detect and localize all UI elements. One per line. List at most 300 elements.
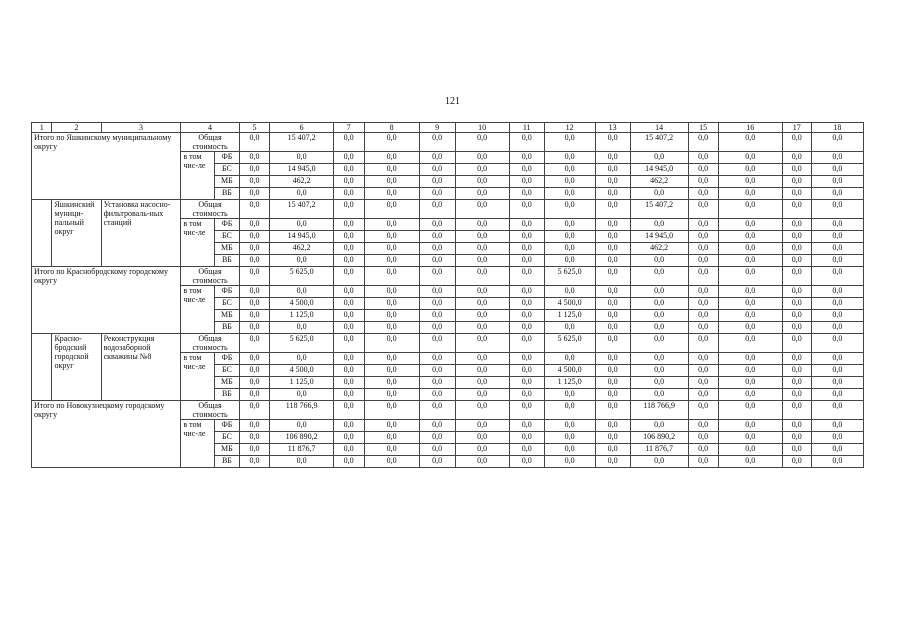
value-cell: 0,0 [718,176,782,188]
value-cell: 0,0 [509,420,544,432]
value-cell: 0,0 [333,389,364,401]
value-cell: 0,0 [364,353,419,365]
value-cell: 0,0 [270,322,333,334]
value-cell: 0,0 [782,432,811,444]
total-row [32,267,864,286]
funding-source-label: МБ [215,310,240,322]
column-number-cell: 18 [811,123,863,133]
value-cell: 0,0 [595,432,630,444]
value-cell: 0,0 [333,231,364,243]
value-cell: 0,0 [811,200,863,219]
value-cell: 0,0 [782,310,811,322]
total-row [32,133,864,152]
value-cell: 0,0 [544,231,595,243]
value-cell: 0,0 [595,377,630,389]
funding-source-label: ВБ [215,188,240,200]
value-cell: 0,0 [782,255,811,267]
column-number-cell: 12 [544,123,595,133]
value-cell: 0,0 [782,267,811,286]
value-cell: 0,0 [455,420,509,432]
funding-source-label: ФБ [215,353,240,365]
value-cell: 0,0 [595,420,630,432]
funding-source-label: БС [215,164,240,176]
value-cell: 0,0 [718,365,782,377]
value-cell: 0,0 [509,432,544,444]
value-cell: 0,0 [595,133,630,152]
value-cell: 0,0 [455,200,509,219]
value-cell: 0,0 [630,334,688,353]
including-label: в том чис-ле [181,152,215,200]
including-label: в том чис-ле [181,353,215,401]
value-cell: 0,0 [688,322,718,334]
value-cell: 0,0 [239,200,270,219]
value-cell: 0,0 [364,152,419,164]
column-number-cell: 10 [455,123,509,133]
value-cell: 0,0 [419,286,455,298]
value-cell: 0,0 [544,456,595,468]
value-cell: 0,0 [811,298,863,310]
value-cell: 0,0 [811,286,863,298]
value-cell: 4 500,0 [270,365,333,377]
value-cell: 0,0 [544,152,595,164]
column-number-cell: 5 [239,123,270,133]
column-number-row [32,123,864,133]
column-number-cell: 1 [32,123,52,133]
value-cell: 462,2 [630,243,688,255]
funding-source-label: МБ [215,377,240,389]
value-cell: 5 625,0 [270,267,333,286]
value-cell: 0,0 [239,255,270,267]
value-cell: 0,0 [782,133,811,152]
value-cell: 0,0 [239,389,270,401]
value-cell: 0,0 [333,456,364,468]
value-cell: 0,0 [688,456,718,468]
value-cell: 0,0 [419,188,455,200]
value-cell: 0,0 [333,420,364,432]
value-cell: 0,0 [509,377,544,389]
value-cell: 0,0 [509,334,544,353]
value-cell: 0,0 [239,164,270,176]
value-cell: 0,0 [333,298,364,310]
value-cell: 0,0 [811,310,863,322]
column-number-cell: 16 [718,123,782,133]
value-cell: 0,0 [718,334,782,353]
value-cell: 0,0 [509,298,544,310]
value-cell: 0,0 [455,243,509,255]
value-cell: 0,0 [782,231,811,243]
value-cell: 462,2 [270,243,333,255]
value-cell: 0,0 [595,219,630,231]
value-cell: 0,0 [270,389,333,401]
value-cell: 0,0 [509,152,544,164]
value-cell: 0,0 [509,353,544,365]
total-cost-label: Общая стоимость [181,200,239,219]
value-cell: 0,0 [688,401,718,420]
value-cell: 4 500,0 [544,298,595,310]
funding-source-label: ФБ [215,420,240,432]
funding-source-label: МБ [215,176,240,188]
value-cell: 0,0 [364,334,419,353]
value-cell: 462,2 [270,176,333,188]
value-cell: 0,0 [419,219,455,231]
value-cell: 14 945,0 [270,164,333,176]
value-cell: 0,0 [544,200,595,219]
funding-source-label: ВБ [215,389,240,401]
value-cell: 0,0 [688,444,718,456]
value-cell: 4 500,0 [270,298,333,310]
value-cell: 0,0 [688,219,718,231]
value-cell: 0,0 [718,377,782,389]
value-cell: 0,0 [455,152,509,164]
value-cell: 0,0 [688,133,718,152]
value-cell: 0,0 [718,432,782,444]
blank-cell [32,200,52,267]
value-cell: 0,0 [688,176,718,188]
column-number-cell: 15 [688,123,718,133]
value-cell: 0,0 [718,188,782,200]
value-cell: 0,0 [509,133,544,152]
value-cell: 0,0 [455,176,509,188]
value-cell: 0,0 [782,286,811,298]
value-cell: 0,0 [419,176,455,188]
value-cell: 0,0 [630,353,688,365]
value-cell: 0,0 [239,420,270,432]
value-cell: 0,0 [239,152,270,164]
value-cell: 0,0 [811,456,863,468]
value-cell: 0,0 [455,334,509,353]
value-cell: 0,0 [239,444,270,456]
value-cell: 0,0 [544,389,595,401]
value-cell: 0,0 [782,334,811,353]
value-cell: 0,0 [364,231,419,243]
value-cell: 0,0 [782,219,811,231]
value-cell: 0,0 [509,456,544,468]
value-cell: 0,0 [630,377,688,389]
value-cell: 0,0 [782,243,811,255]
value-cell: 0,0 [595,255,630,267]
total-cost-label: Общая стоимость [181,267,239,286]
value-cell: 0,0 [718,444,782,456]
value-cell: 0,0 [630,365,688,377]
including-label: в том чис-ле [181,219,215,267]
value-cell: 0,0 [630,219,688,231]
value-cell: 0,0 [333,432,364,444]
value-cell: 0,0 [509,389,544,401]
value-cell: 15 407,2 [630,133,688,152]
value-cell: 0,0 [718,243,782,255]
value-cell: 0,0 [544,401,595,420]
value-cell: 11 876,7 [270,444,333,456]
value-cell: 0,0 [718,420,782,432]
column-number-cell: 11 [509,123,544,133]
value-cell: 0,0 [419,310,455,322]
value-cell: 0,0 [419,456,455,468]
value-cell: 0,0 [630,322,688,334]
value-cell: 0,0 [595,310,630,322]
value-cell: 5 625,0 [544,334,595,353]
value-cell: 0,0 [630,255,688,267]
value-cell: 0,0 [718,353,782,365]
value-cell: 0,0 [364,420,419,432]
value-cell: 0,0 [333,353,364,365]
value-cell: 0,0 [811,420,863,432]
value-cell: 1 125,0 [544,377,595,389]
value-cell: 0,0 [595,152,630,164]
value-cell: 0,0 [630,298,688,310]
value-cell: 15 407,2 [630,200,688,219]
value-cell: 0,0 [364,401,419,420]
value-cell: 0,0 [419,444,455,456]
value-cell: 0,0 [419,389,455,401]
value-cell: 0,0 [419,298,455,310]
value-cell: 106 890,2 [270,432,333,444]
municipality-cell: Красно-бродский городской округ [52,334,101,401]
value-cell: 0,0 [718,310,782,322]
value-cell: 0,0 [544,243,595,255]
value-cell: 0,0 [333,219,364,231]
value-cell: 0,0 [419,231,455,243]
value-cell: 0,0 [364,176,419,188]
value-cell: 0,0 [455,267,509,286]
value-cell: 0,0 [333,267,364,286]
value-cell: 0,0 [688,255,718,267]
value-cell: 0,0 [688,353,718,365]
value-cell: 0,0 [544,164,595,176]
value-cell: 5 625,0 [270,334,333,353]
including-label: в том чис-ле [181,420,215,468]
value-cell: 0,0 [455,310,509,322]
value-cell: 0,0 [811,243,863,255]
value-cell: 15 407,2 [270,200,333,219]
value-cell: 0,0 [811,322,863,334]
value-cell: 0,0 [718,200,782,219]
value-cell: 0,0 [509,255,544,267]
funding-source-label: МБ [215,444,240,456]
value-cell: 0,0 [333,310,364,322]
value-cell: 0,0 [595,243,630,255]
value-cell: 0,0 [364,389,419,401]
value-cell: 0,0 [688,200,718,219]
value-cell: 0,0 [419,255,455,267]
column-number-cell: 3 [101,123,181,133]
value-cell: 0,0 [455,389,509,401]
value-cell: 0,0 [239,267,270,286]
value-cell: 0,0 [718,401,782,420]
value-cell: 0,0 [509,176,544,188]
value-cell: 0,0 [718,164,782,176]
value-cell: 0,0 [811,389,863,401]
value-cell: 0,0 [595,267,630,286]
value-cell: 0,0 [364,444,419,456]
value-cell: 0,0 [811,219,863,231]
value-cell: 0,0 [364,298,419,310]
value-cell: 15 407,2 [270,133,333,152]
value-cell: 0,0 [270,255,333,267]
value-cell: 0,0 [333,365,364,377]
funding-source-label: ВБ [215,255,240,267]
value-cell: 0,0 [333,176,364,188]
value-cell: 0,0 [455,444,509,456]
value-cell: 0,0 [239,133,270,152]
value-cell: 0,0 [811,231,863,243]
value-cell: 0,0 [811,377,863,389]
value-cell: 0,0 [544,353,595,365]
value-cell: 0,0 [270,152,333,164]
value-cell: 0,0 [239,310,270,322]
value-cell: 0,0 [364,164,419,176]
value-cell: 0,0 [455,456,509,468]
value-cell: 0,0 [595,456,630,468]
value-cell: 118 766,9 [270,401,333,420]
value-cell: 0,0 [419,365,455,377]
value-cell: 0,0 [364,133,419,152]
object-row [32,334,864,353]
value-cell: 0,0 [811,133,863,152]
value-cell: 0,0 [455,255,509,267]
value-cell: 0,0 [811,334,863,353]
value-cell: 0,0 [419,200,455,219]
value-cell: 0,0 [455,164,509,176]
value-cell: 0,0 [782,298,811,310]
value-cell: 0,0 [782,200,811,219]
value-cell: 0,0 [419,164,455,176]
value-cell: 0,0 [419,401,455,420]
value-cell: 0,0 [782,401,811,420]
value-cell: 0,0 [544,188,595,200]
value-cell: 0,0 [595,231,630,243]
value-cell: 0,0 [455,219,509,231]
value-cell: 0,0 [239,401,270,420]
district-total-label: Итого по Краснобродскому городскому округу [32,267,181,334]
value-cell: 0,0 [270,286,333,298]
value-cell: 0,0 [364,365,419,377]
value-cell: 0,0 [333,444,364,456]
blank-cell [32,334,52,401]
value-cell: 106 890,2 [630,432,688,444]
value-cell: 0,0 [333,164,364,176]
value-cell: 0,0 [718,456,782,468]
value-cell: 0,0 [782,164,811,176]
value-cell: 0,0 [544,133,595,152]
value-cell: 0,0 [455,188,509,200]
value-cell: 4 500,0 [544,365,595,377]
value-cell: 0,0 [544,255,595,267]
value-cell: 0,0 [688,286,718,298]
funding-source-label: ФБ [215,219,240,231]
value-cell: 0,0 [811,255,863,267]
value-cell: 0,0 [455,353,509,365]
value-cell: 0,0 [419,243,455,255]
municipality-cell: Яшкинский муници-пальный округ [52,200,101,267]
page-number: 121 [445,96,460,107]
column-number-cell: 6 [270,123,333,133]
value-cell: 0,0 [718,152,782,164]
including-label: в том чис-ле [181,286,215,334]
value-cell: 0,0 [364,243,419,255]
value-cell: 0,0 [595,164,630,176]
value-cell: 0,0 [364,310,419,322]
value-cell: 0,0 [364,200,419,219]
value-cell: 0,0 [782,456,811,468]
value-cell: 0,0 [718,389,782,401]
value-cell: 0,0 [811,365,863,377]
value-cell: 0,0 [595,286,630,298]
value-cell: 0,0 [509,164,544,176]
value-cell: 0,0 [595,389,630,401]
value-cell: 0,0 [595,322,630,334]
value-cell: 0,0 [419,152,455,164]
funding-source-label: БС [215,231,240,243]
value-cell: 0,0 [455,322,509,334]
value-cell: 0,0 [364,267,419,286]
value-cell: 0,0 [239,231,270,243]
value-cell: 0,0 [455,286,509,298]
value-cell: 0,0 [419,267,455,286]
value-cell: 0,0 [239,365,270,377]
value-cell: 0,0 [688,188,718,200]
value-cell: 0,0 [811,353,863,365]
column-number-cell: 4 [181,123,239,133]
value-cell: 1 125,0 [270,310,333,322]
value-cell: 0,0 [239,243,270,255]
value-cell: 0,0 [239,322,270,334]
value-cell: 0,0 [782,365,811,377]
value-cell: 0,0 [718,133,782,152]
funding-source-label: БС [215,365,240,377]
funding-source-label: БС [215,432,240,444]
value-cell: 0,0 [811,444,863,456]
value-cell: 0,0 [455,365,509,377]
column-number-cell: 9 [419,123,455,133]
value-cell: 0,0 [544,286,595,298]
value-cell: 0,0 [544,176,595,188]
value-cell: 0,0 [630,456,688,468]
value-cell: 0,0 [419,377,455,389]
funding-source-label: ФБ [215,152,240,164]
value-cell: 0,0 [455,432,509,444]
value-cell: 0,0 [595,298,630,310]
object-row [32,200,864,219]
value-cell: 0,0 [688,377,718,389]
value-cell: 0,0 [419,420,455,432]
value-cell: 0,0 [364,255,419,267]
value-cell: 0,0 [630,267,688,286]
value-cell: 0,0 [364,219,419,231]
value-cell: 0,0 [630,389,688,401]
value-cell: 0,0 [595,334,630,353]
value-cell: 0,0 [688,231,718,243]
column-number-cell: 8 [364,123,419,133]
column-number-cell: 7 [333,123,364,133]
value-cell: 0,0 [509,267,544,286]
funding-source-label: МБ [215,243,240,255]
value-cell: 0,0 [333,255,364,267]
value-cell: 0,0 [270,420,333,432]
column-number-cell: 17 [782,123,811,133]
value-cell: 0,0 [718,298,782,310]
value-cell: 0,0 [455,401,509,420]
value-cell: 0,0 [509,444,544,456]
budget-table [31,122,864,468]
value-cell: 0,0 [595,353,630,365]
value-cell: 0,0 [239,456,270,468]
value-cell: 0,0 [718,255,782,267]
value-cell: 0,0 [718,219,782,231]
value-cell: 0,0 [419,322,455,334]
value-cell: 0,0 [595,444,630,456]
value-cell: 0,0 [688,164,718,176]
value-cell: 0,0 [270,353,333,365]
